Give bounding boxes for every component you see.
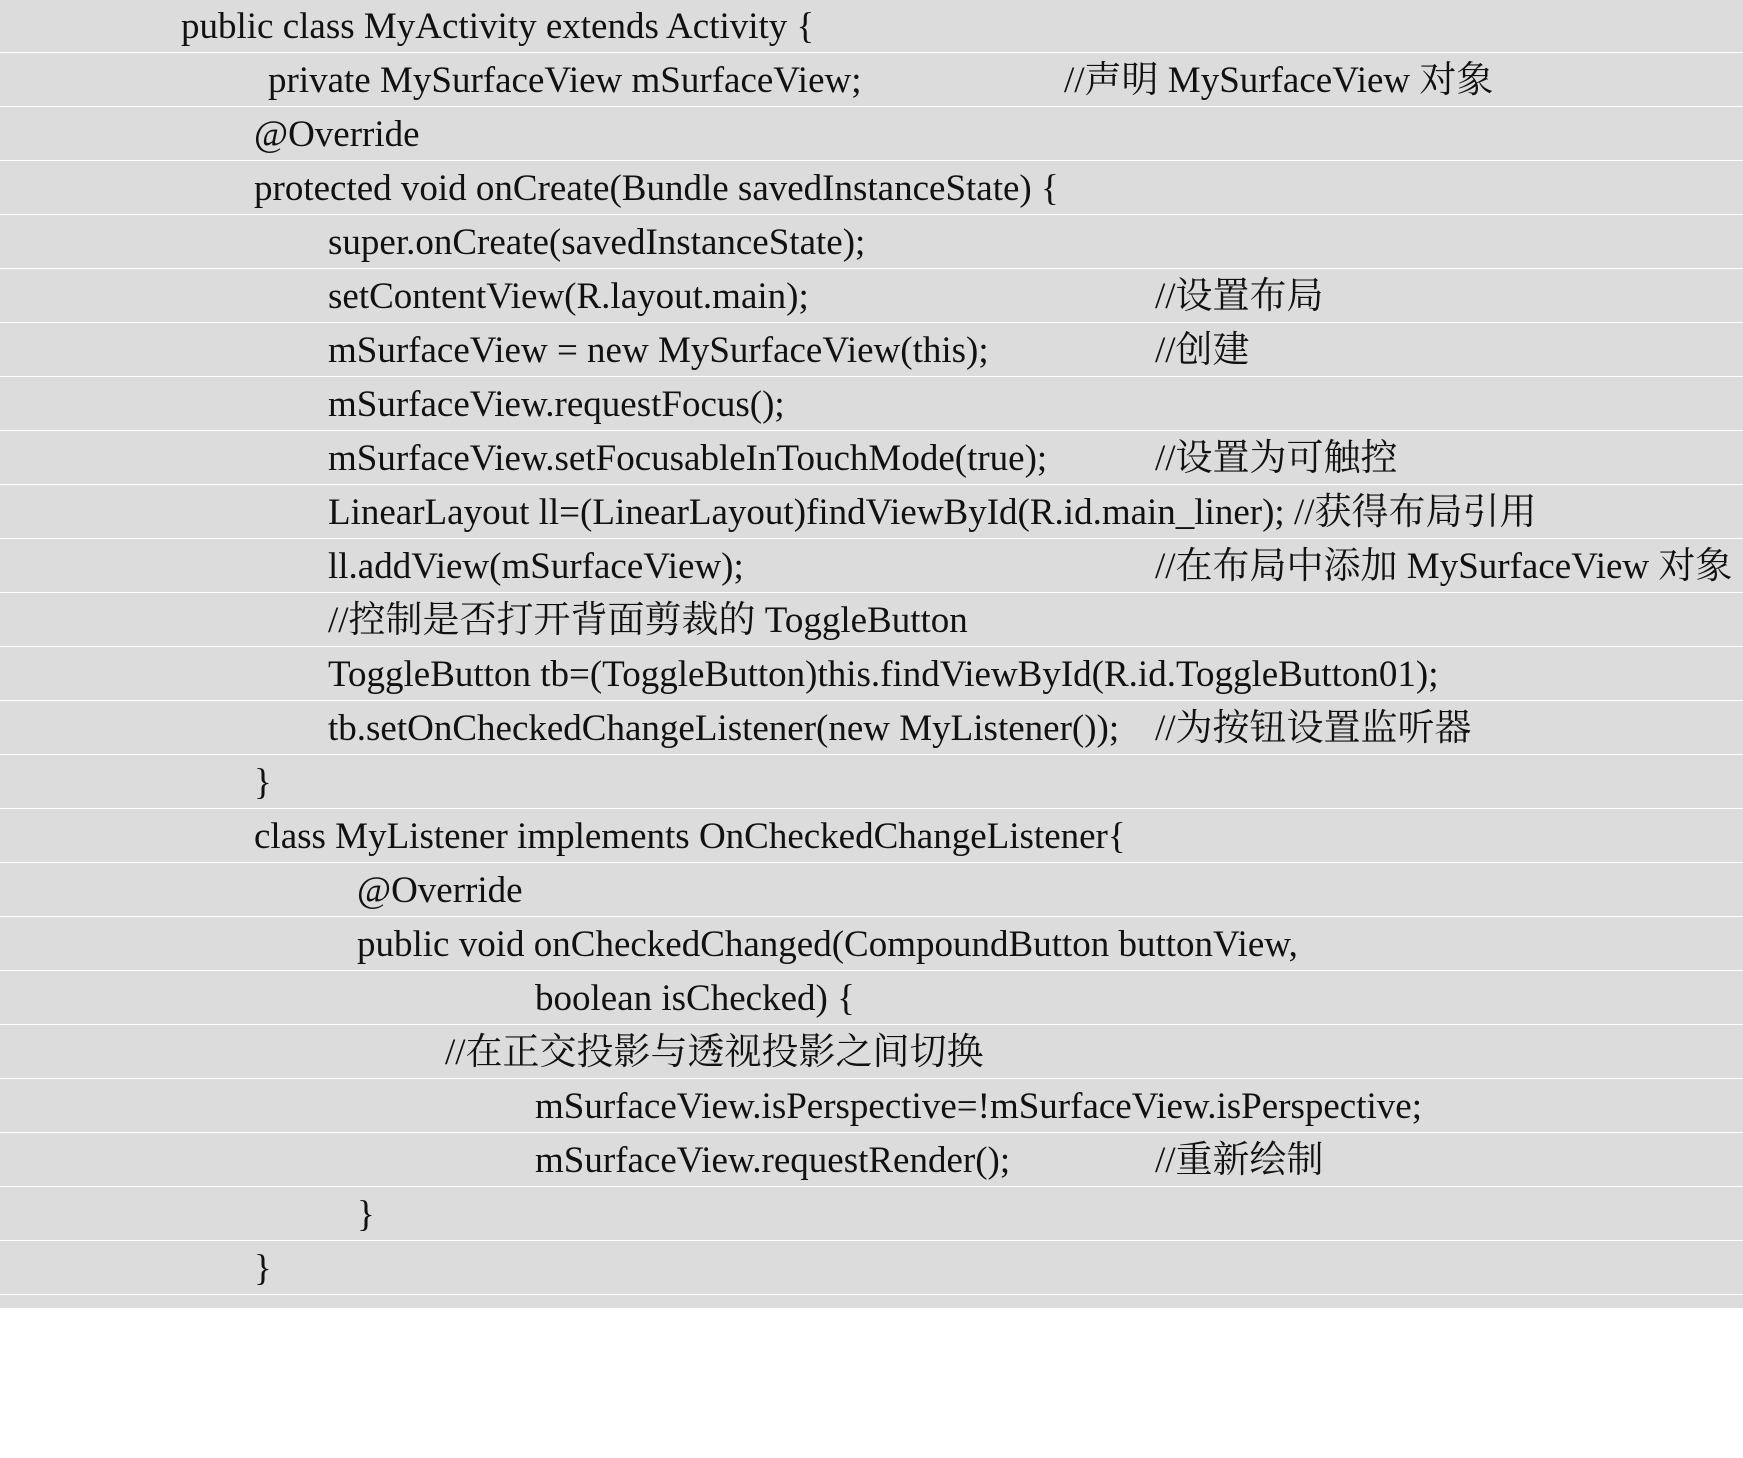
code-comment: //为按钮设置监听器 xyxy=(1155,708,1472,749)
code-text: mSurfaceView.requestFocus(); xyxy=(328,384,785,425)
code-text: protected void onCreate(Bundle savedInstanceState) { xyxy=(254,168,1059,209)
code-text: boolean isChecked) { xyxy=(535,978,855,1019)
code-text: //在正交投影与透视投影之间切换 xyxy=(445,1032,984,1073)
code-text: mSurfaceView.requestRender(); xyxy=(535,1140,1011,1181)
code-line xyxy=(0,1026,1743,1079)
code-line xyxy=(0,216,1743,269)
code-text: private MySurfaceView mSurfaceView; xyxy=(268,60,862,101)
code-text: } xyxy=(254,1248,272,1289)
code-line xyxy=(0,324,1743,377)
code-text: mSurfaceView.setFocusableInTouchMode(true); xyxy=(328,438,1048,479)
code-text: LinearLayout ll=(LinearLayout)findViewById(R.id.main_liner); //获得布局引用 xyxy=(328,492,1537,533)
code-text: } xyxy=(254,762,272,803)
code-line xyxy=(0,864,1743,917)
code-line xyxy=(0,540,1743,593)
code-line xyxy=(0,54,1743,107)
code-line xyxy=(0,648,1743,701)
code-text: class MyListener implements OnCheckedChangeListener{ xyxy=(254,816,1126,857)
code-text: public void onCheckedChanged(CompoundButton buttonView, xyxy=(357,924,1298,965)
code-text: } xyxy=(357,1194,375,1235)
code-text: @Override xyxy=(254,114,420,155)
code-comment: //在布局中添加 MySurfaceView 对象 xyxy=(1155,546,1733,587)
code-text: public class MyActivity extends Activity { xyxy=(181,6,815,47)
code-line xyxy=(0,378,1743,431)
code-line xyxy=(0,1080,1743,1133)
code-line xyxy=(0,432,1743,485)
code-text: //控制是否打开背面剪裁的 ToggleButton xyxy=(328,600,968,641)
code-line xyxy=(0,0,1743,53)
code-comment: //设置布局 xyxy=(1155,276,1324,317)
code-text: super.onCreate(savedInstanceState); xyxy=(328,222,866,263)
code-text: mSurfaceView = new MySurfaceView(this); xyxy=(328,330,989,371)
code-line xyxy=(0,486,1743,539)
code-text: @Override xyxy=(357,870,523,911)
code-line xyxy=(0,972,1743,1025)
code-comment: //设置为可触控 xyxy=(1155,438,1398,479)
code-line xyxy=(0,270,1743,323)
code-comment: //声明 MySurfaceView 对象 xyxy=(1064,60,1494,101)
code-comment: //创建 xyxy=(1155,330,1250,371)
code-line xyxy=(0,1188,1743,1241)
code-text: mSurfaceView.isPerspective=!mSurfaceView.isPerspective; xyxy=(535,1086,1422,1127)
code-line xyxy=(0,756,1743,809)
code-line xyxy=(0,162,1743,215)
code-text: ll.addView(mSurfaceView); xyxy=(328,546,744,587)
code-text: tb.setOnCheckedChangeListener(new MyListener()); xyxy=(328,708,1120,749)
code-text: setContentView(R.layout.main); xyxy=(328,276,809,317)
code-text: ToggleButton tb=(ToggleButton)this.findViewById(R.id.ToggleButton01); xyxy=(328,654,1439,695)
code-comment: //重新绘制 xyxy=(1155,1140,1324,1181)
code-line xyxy=(0,1242,1743,1295)
code-line xyxy=(0,1134,1743,1187)
code-line xyxy=(0,918,1743,971)
code-line xyxy=(0,108,1743,161)
code-line xyxy=(0,594,1743,647)
code-line xyxy=(0,810,1743,863)
code-line xyxy=(0,702,1743,755)
